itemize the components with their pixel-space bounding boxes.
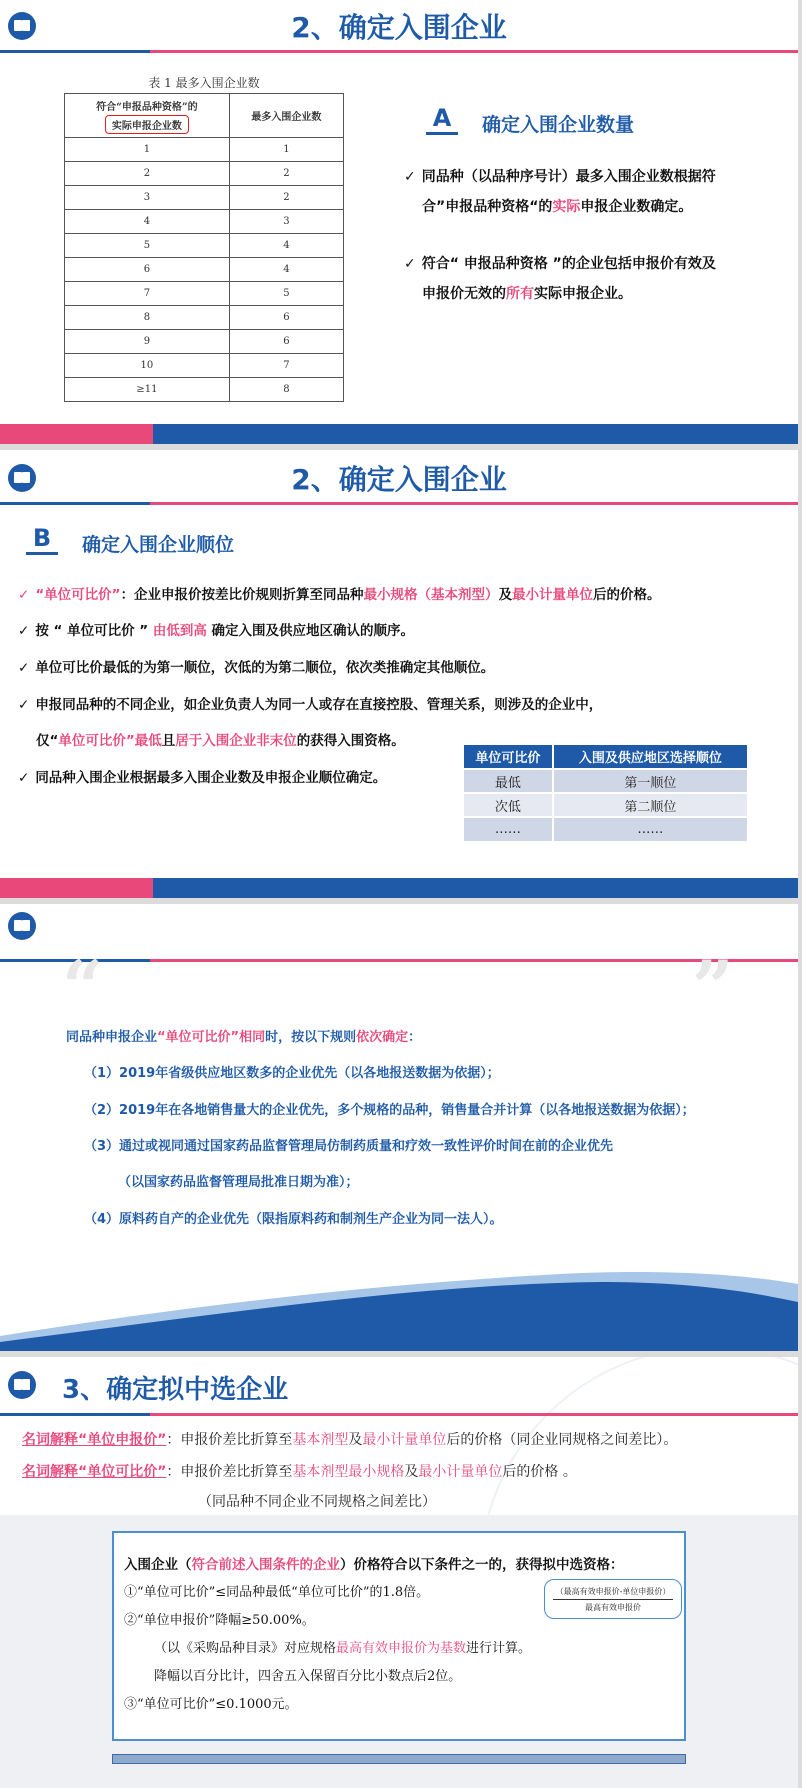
bullet-5: ✓ 同品种入围企业根据最多入围企业数及申报企业顺位确定。	[18, 770, 387, 786]
table-row	[65, 330, 344, 354]
section-letter: A	[426, 104, 458, 135]
divider	[150, 1413, 798, 1416]
slide-title: 2、确定入围企业	[291, 11, 507, 44]
condition-1: ①“单位可比价”≤同品种最低“单位可比价”的1.8倍。	[124, 1585, 430, 1600]
check-icon: ✓	[404, 256, 416, 272]
table-cell: 4	[229, 234, 343, 258]
bullet-1: ✓ 同品种（以品种序号计）最多入围企业数根据符 合”申报品种资格“的实际申报企业数确定。	[404, 169, 716, 215]
table-cell: 4	[229, 258, 343, 282]
section-title: 确定入围企业顺位	[82, 534, 235, 556]
check-icon: ✓	[404, 169, 416, 185]
condition-intro: 入围企业（符合前述入围条件的企业）价格符合以下条件之一的，获得拟中选资格：	[124, 1557, 624, 1573]
bullet-4-cont: 仅“单位可比价”最低且居于入围企业非末位的获得入围资格。	[36, 733, 405, 749]
bullet-1: ✓ “单位可比价”：企业申报价按差比价规则折算至同品种最小规格（基本剂型）及最小计量单位后的价格。	[18, 587, 661, 603]
check-icon: ✓	[18, 587, 30, 603]
divider	[150, 502, 798, 505]
divider	[0, 50, 150, 53]
bullet-3: ✓ 单位可比价最低的为第一顺位，次低的为第二顺位，依次类推确定其他顺位。	[18, 660, 495, 676]
table-row	[464, 793, 748, 817]
table-cell: 次低	[464, 793, 553, 817]
table-row	[65, 186, 344, 210]
table-caption: 表 1 最多入围企业数	[148, 76, 260, 90]
divider	[150, 50, 798, 53]
check-icon: ✓	[18, 623, 30, 639]
rule-4: （4）原料药自产的企业优先（限指原料药和制剂生产企业为同一法人）。	[84, 1212, 503, 1227]
table-cell: 3	[229, 210, 343, 234]
condition-box	[112, 1531, 686, 1741]
bullet-4: ✓ 申报同品种的不同企业，如企业负责人为同一人或存在直接控股、管理关系，则涉及的企业中，	[18, 697, 603, 713]
table-cell: 5	[65, 234, 230, 258]
table-header: 最多入围企业数	[229, 94, 343, 138]
slide-title: 2、确定入围企业	[291, 463, 507, 496]
table-row	[65, 306, 344, 330]
table-cell: 10	[65, 354, 230, 378]
table-row	[65, 234, 344, 258]
table-cell: 9	[65, 330, 230, 354]
table-cell: 3	[65, 186, 230, 210]
definition-2: 名词解释“单位可比价”：申报价差比折算至基本剂型最小规格及最小计量单位后的价格 。	[22, 1464, 577, 1480]
open-quote-icon: “	[62, 944, 104, 1029]
table-row	[65, 354, 344, 378]
close-quote-icon: ”	[692, 944, 734, 1029]
table-row	[65, 210, 344, 234]
formula-denominator: 最高有效申报价	[585, 1603, 641, 1612]
divider	[0, 502, 150, 505]
section-letter: B	[26, 524, 58, 555]
table-row	[464, 769, 748, 793]
table-cell: 最低	[464, 769, 553, 793]
table-header	[65, 94, 230, 138]
table-cell: ……	[553, 817, 748, 841]
table-cell: 8	[229, 378, 343, 402]
bullet-2: ✓ 符合“ 申报品种资格 ”的企业包括申报价有效及 申报价无效的所有实际申报企业。	[404, 256, 716, 302]
check-icon: ✓	[18, 770, 30, 786]
table-cell: 8	[65, 306, 230, 330]
table-cell: 2	[229, 162, 343, 186]
definition-2-note: （同品种不同企业不同规格之间差比）	[198, 1494, 436, 1510]
definition-1: 名词解释“单位申报价”：申报价差比折算至基本剂型及最小计量单位后的价格（同企业同规格之间差比）。	[22, 1432, 678, 1448]
slide-4	[0, 1357, 798, 1788]
table-cell: 7	[229, 354, 343, 378]
rule-2: （2）2019年在各地销售量大的企业优先，多个规格的品种，销售量合并计算（以各地报送数据为依据）；	[84, 1103, 695, 1118]
bottom-bar	[112, 1754, 686, 1764]
bullet-2: ✓ 按 “ 单位可比价 ” 由低到高 确定入围及供应地区确认的顺序。	[18, 623, 415, 639]
table-row	[65, 282, 344, 306]
table-cell: 5	[229, 282, 343, 306]
table-header: 入围及供应地区选择顺位	[553, 745, 748, 769]
divider	[0, 1413, 150, 1416]
table-header: 单位可比价	[464, 745, 553, 769]
rule-1: （1）2019年省级供应地区数多的企业优先（以各地报送数据为依据）；	[84, 1066, 500, 1081]
rule-3-cont: （以国家药品监督管理局批准日期为准）；	[118, 1175, 359, 1190]
slide-1	[0, 0, 798, 444]
table-cell: ≥11	[65, 378, 230, 402]
table-cell: 1	[65, 138, 230, 162]
table-cell: 第一顺位	[553, 769, 748, 793]
table-row	[65, 378, 344, 402]
condition-2-note: （以《采购品种目录》对应规格最高有效申报价为基数进行计算。	[154, 1641, 532, 1656]
table-cell: 6	[229, 306, 343, 330]
section-title: 确定入围企业数量	[482, 114, 635, 136]
formula-bubble	[544, 1579, 682, 1619]
footer-bar	[153, 424, 798, 444]
slide-title: 3、确定拟中选企业	[62, 1375, 289, 1405]
formula-numerator: （最高有效申报价-单位申报价）	[553, 1586, 673, 1600]
footer-bar	[153, 878, 798, 898]
table-cell: ……	[464, 817, 553, 841]
max-enterprise-table	[64, 93, 344, 402]
footer-bar	[0, 878, 153, 898]
rule-intro: 同品种申报企业“单位可比价”相同时，按以下规则依次确定：	[66, 1030, 422, 1045]
condition-2-rounding: 降幅以百分比计，四舍五入保留百分比小数点后2位。	[154, 1669, 462, 1684]
condition-2: ②“单位申报价”降幅≥50.00%。	[124, 1613, 315, 1628]
table-row	[65, 162, 344, 186]
rule-3: （3）通过或视同通过国家药品监督管理局仿制药质量和疗效一致性评价时间在前的企业优先	[84, 1139, 614, 1154]
slide-3	[0, 904, 798, 1351]
header-text: 符合“申报品种资格”的	[96, 101, 198, 113]
table-cell: 2	[229, 186, 343, 210]
slide-2	[0, 450, 798, 898]
table-cell: 第二顺位	[553, 793, 748, 817]
book-icon	[8, 1371, 36, 1399]
table-cell: 2	[65, 162, 230, 186]
footer-bar	[0, 424, 153, 444]
table-cell: 6	[65, 258, 230, 282]
table-cell: 6	[229, 330, 343, 354]
highlight-box: 实际申报企业数	[105, 115, 189, 134]
check-icon: ✓	[18, 660, 30, 676]
table-row	[65, 258, 344, 282]
check-icon: ✓	[18, 697, 30, 713]
table-cell: 1	[229, 138, 343, 162]
table-cell: 4	[65, 210, 230, 234]
table-cell: 7	[65, 282, 230, 306]
condition-3: ③“单位可比价”≤0.1000元。	[124, 1697, 298, 1712]
table-row	[464, 817, 748, 841]
wave-decoration	[0, 1244, 798, 1351]
table-row	[65, 138, 344, 162]
ranking-table	[464, 745, 749, 841]
book-icon	[8, 912, 36, 940]
